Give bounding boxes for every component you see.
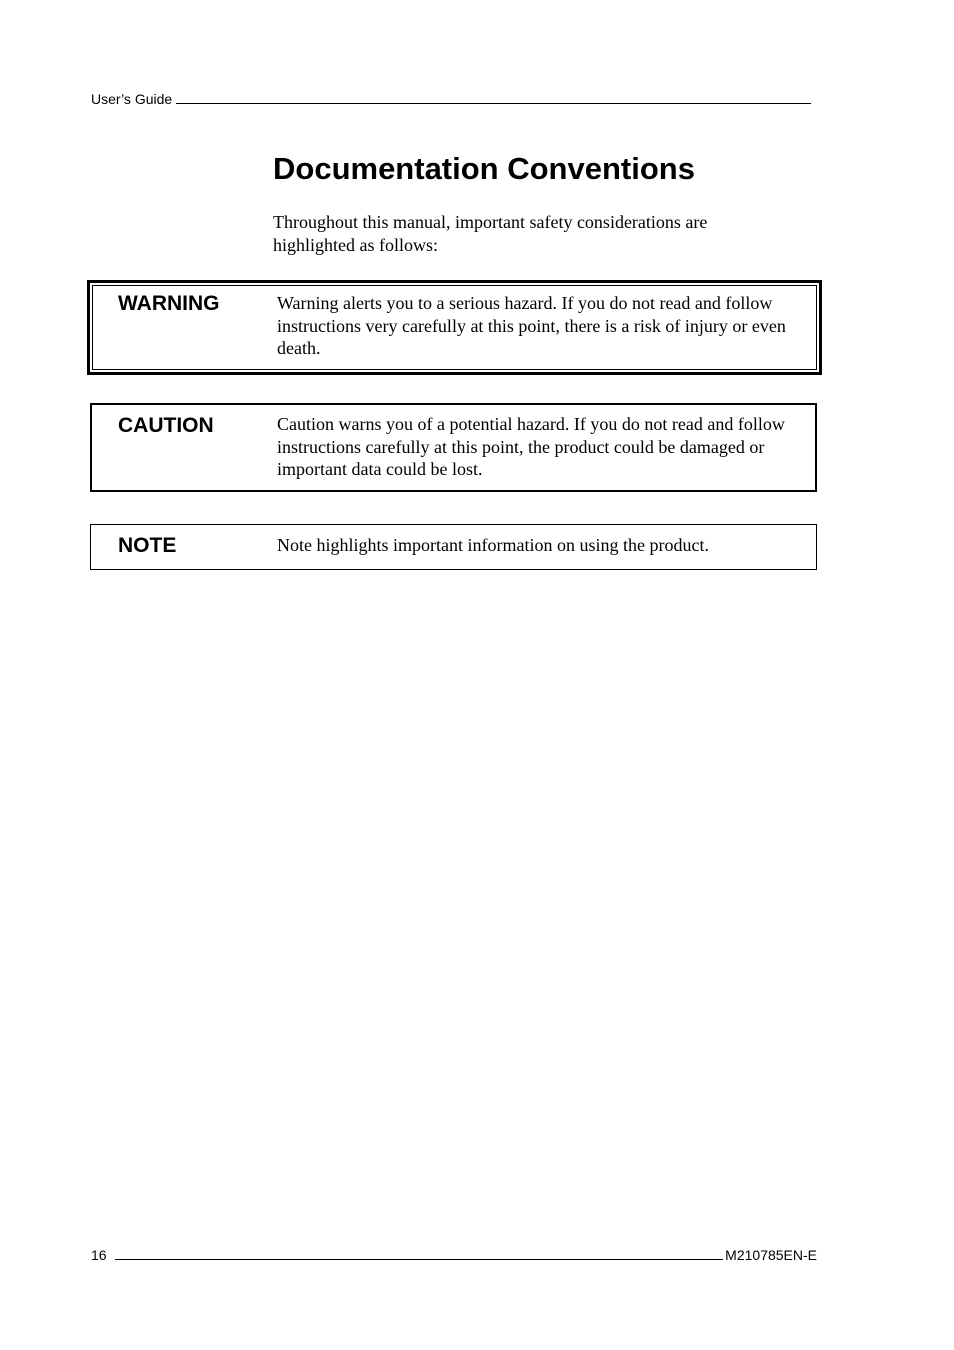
- running-header: [91, 87, 811, 107]
- page-title: Documentation Conventions: [273, 151, 695, 186]
- footer-rule: [115, 1259, 724, 1260]
- document-code: M210785EN-E: [725, 1247, 817, 1263]
- note-text: Note highlights important information on using the product.: [277, 535, 709, 555]
- caution-text: Caution warns you of a potential hazard. If you do not read and follow instructions carefully at this point, the product could be damaged or important data could be lost.: [277, 414, 785, 479]
- page-number: 16: [91, 1247, 107, 1263]
- caution-box: [90, 403, 817, 492]
- running-title: User’s Guide: [91, 91, 173, 107]
- warning-label: WARNING: [118, 292, 220, 315]
- warning-text: Warning alerts you to a serious hazard. If you do not read and follow instructions very carefully at this point, there is a risk of injury or even death.: [277, 293, 786, 358]
- warning-box: [87, 280, 822, 375]
- note-box: [90, 524, 817, 570]
- header-rule: [176, 103, 811, 104]
- running-footer: [91, 1243, 817, 1263]
- caution-label: CAUTION: [118, 414, 214, 437]
- intro-paragraph: Throughout this manual, important safety considerations are highlighted as follows:: [273, 212, 708, 255]
- note-label: NOTE: [118, 534, 177, 557]
